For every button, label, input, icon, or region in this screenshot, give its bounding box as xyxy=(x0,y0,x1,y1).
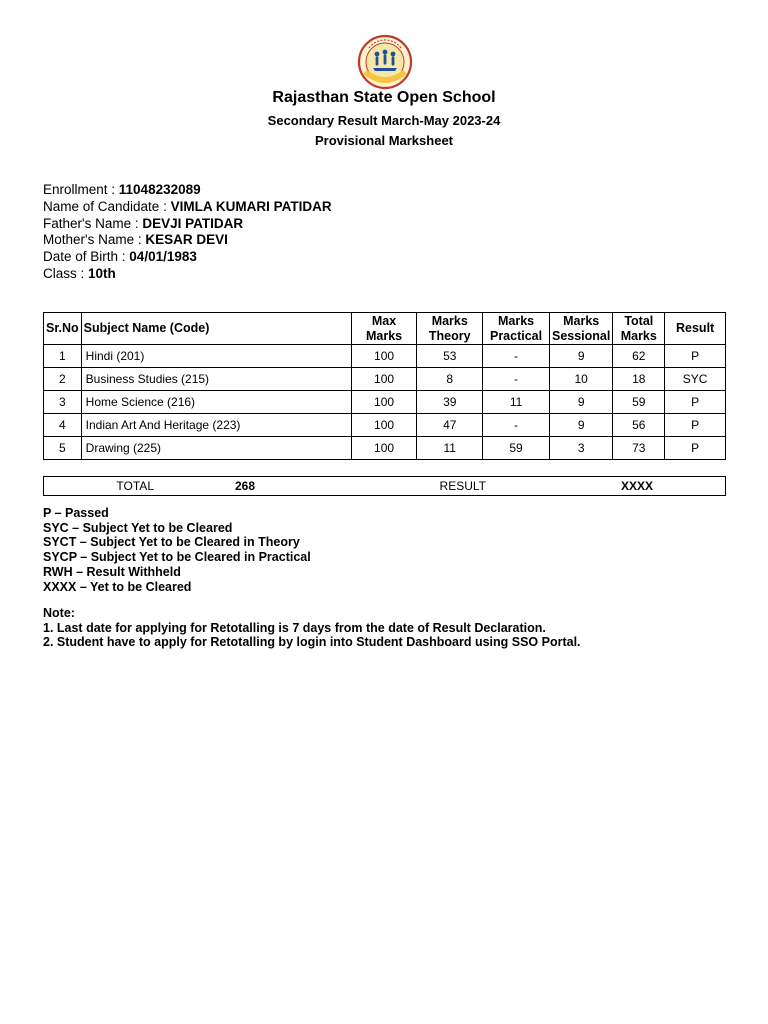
cell-result: P xyxy=(665,391,726,414)
cell-srno: 4 xyxy=(44,414,82,437)
cell-total: 56 xyxy=(613,414,665,437)
legend-item: SYCT – Subject Yet to be Cleared in Theory xyxy=(43,535,300,550)
mother-name-label: Mother's Name : xyxy=(43,232,146,248)
dob-value: 04/01/1983 xyxy=(129,249,197,265)
cell-practical: - xyxy=(483,368,550,391)
header-total-line1: Total xyxy=(624,313,654,328)
enrollment-label: Enrollment : xyxy=(43,182,119,197)
result-label: RESULT xyxy=(439,479,486,493)
summary-table xyxy=(43,476,726,496)
cell-total: 62 xyxy=(613,345,665,368)
header-sessional-line1: Marks xyxy=(563,313,600,328)
cell-theory: 39 xyxy=(417,391,483,414)
cell-max: 100 xyxy=(351,437,417,460)
enrollment-line xyxy=(43,182,332,199)
marks-table xyxy=(43,312,726,460)
cell-sessional: 10 xyxy=(549,368,612,391)
table-row xyxy=(44,368,726,391)
total-value: 268 xyxy=(234,479,255,493)
legend-item: XXXX – Yet to be Cleared xyxy=(43,579,192,594)
header-theory-line2: Theory xyxy=(428,328,471,343)
mother-name-line xyxy=(43,232,332,249)
class-label: Class : xyxy=(43,265,89,281)
cell-srno: 1 xyxy=(44,345,82,368)
dob-line xyxy=(43,249,332,266)
candidate-name-value: VIMLA KUMARI PATIDAR xyxy=(170,198,332,214)
cell-sessional: 9 xyxy=(549,414,612,437)
note-item: 2. Student have to apply for Retotalling by login into Student Dashboard using SSO Portal. xyxy=(43,635,581,650)
class-value: 10th xyxy=(88,265,116,281)
summary-row xyxy=(44,477,726,496)
cell-subject: Indian Art And Heritage (223) xyxy=(81,414,351,437)
cell-theory: 11 xyxy=(417,437,483,460)
cell-theory: 47 xyxy=(417,414,483,437)
father-name-value: DEVJI PATIDAR xyxy=(142,215,244,231)
header-total xyxy=(613,313,665,345)
cell-sessional: 3 xyxy=(549,437,612,460)
header-practical-line1: Marks xyxy=(497,313,535,328)
header-max-marks: Max Marks xyxy=(351,313,417,345)
header-theory xyxy=(417,313,483,345)
header-practical xyxy=(483,313,550,345)
cell-practical: - xyxy=(483,414,550,437)
table-row xyxy=(44,391,726,414)
cell-subject: Hindi (201) xyxy=(81,345,351,368)
cell-subject: Business Studies (215) xyxy=(81,368,351,391)
cell-practical: 11 xyxy=(483,391,550,414)
header-sessional xyxy=(549,313,612,345)
cell-practical: 59 xyxy=(483,437,550,460)
cell-sessional: 9 xyxy=(549,345,612,368)
legend-item: SYC – Subject Yet to be Cleared xyxy=(43,520,233,535)
exam-title: Secondary Result March-May 2023-24 xyxy=(267,113,501,128)
class-line xyxy=(43,266,332,283)
result-value: XXXX xyxy=(620,479,653,493)
cell-srno: 3 xyxy=(44,391,82,414)
cell-max: 100 xyxy=(351,391,417,414)
header-total-line2: Marks xyxy=(620,328,657,343)
cell-subject: Home Science (216) xyxy=(81,391,351,414)
dob-label: Date of Birth : xyxy=(43,249,130,265)
table-row xyxy=(44,414,726,437)
cell-max: 100 xyxy=(351,345,417,368)
rsos-seal-logo xyxy=(357,34,413,90)
cell-result: P xyxy=(665,437,726,460)
mother-name-value: KESAR DEVI xyxy=(145,232,228,248)
cell-practical: - xyxy=(483,345,550,368)
header-srno: Sr.No xyxy=(44,313,82,345)
cell-total: 18 xyxy=(613,368,665,391)
candidate-details xyxy=(43,182,332,283)
cell-total: 59 xyxy=(613,391,665,414)
header-theory-line1: Marks xyxy=(431,313,468,328)
father-name-line xyxy=(43,216,332,233)
father-name-label: Father's Name : xyxy=(43,215,143,231)
candidate-name-line xyxy=(43,199,332,216)
cell-max: 100 xyxy=(351,368,417,391)
legend-item: P – Passed xyxy=(43,506,109,520)
note-item: 1. Last date for applying for Retotalling is 7 days from the date of Result Declaration. xyxy=(43,620,546,635)
header-subject: Subject Name (Code) xyxy=(81,313,351,345)
header-result: Result xyxy=(665,313,726,345)
table-row xyxy=(44,437,726,460)
legend-item: SYCP – Subject Yet to be Cleared in Practical xyxy=(43,550,311,565)
cell-total: 73 xyxy=(613,437,665,460)
school-name: Rajasthan State Open School xyxy=(272,89,496,106)
header-sessional-line2: Sessional xyxy=(551,328,611,343)
notes-section xyxy=(43,606,581,650)
notes-title: Note: xyxy=(43,606,75,620)
cell-result: SYC xyxy=(665,368,726,391)
cell-result: P xyxy=(665,414,726,437)
cell-max: 100 xyxy=(351,414,417,437)
table-row xyxy=(44,345,726,368)
document-title: Provisional Marksheet xyxy=(315,133,453,148)
enrollment-value: 11048232089 xyxy=(118,182,201,197)
header-practical-line2: Practical xyxy=(489,328,543,343)
cell-srno: 5 xyxy=(44,437,82,460)
marks-table-header xyxy=(44,313,726,345)
cell-result: P xyxy=(665,345,726,368)
legend-item: RWH – Result Withheld xyxy=(43,564,181,579)
cell-subject: Drawing (225) xyxy=(81,437,351,460)
result-legend xyxy=(43,506,311,594)
total-label: TOTAL xyxy=(116,479,154,493)
cell-theory: 53 xyxy=(417,345,483,368)
cell-theory: 8 xyxy=(417,368,483,391)
cell-srno: 2 xyxy=(44,368,82,391)
candidate-name-label: Name of Candidate : xyxy=(43,198,171,214)
cell-sessional: 9 xyxy=(549,391,612,414)
